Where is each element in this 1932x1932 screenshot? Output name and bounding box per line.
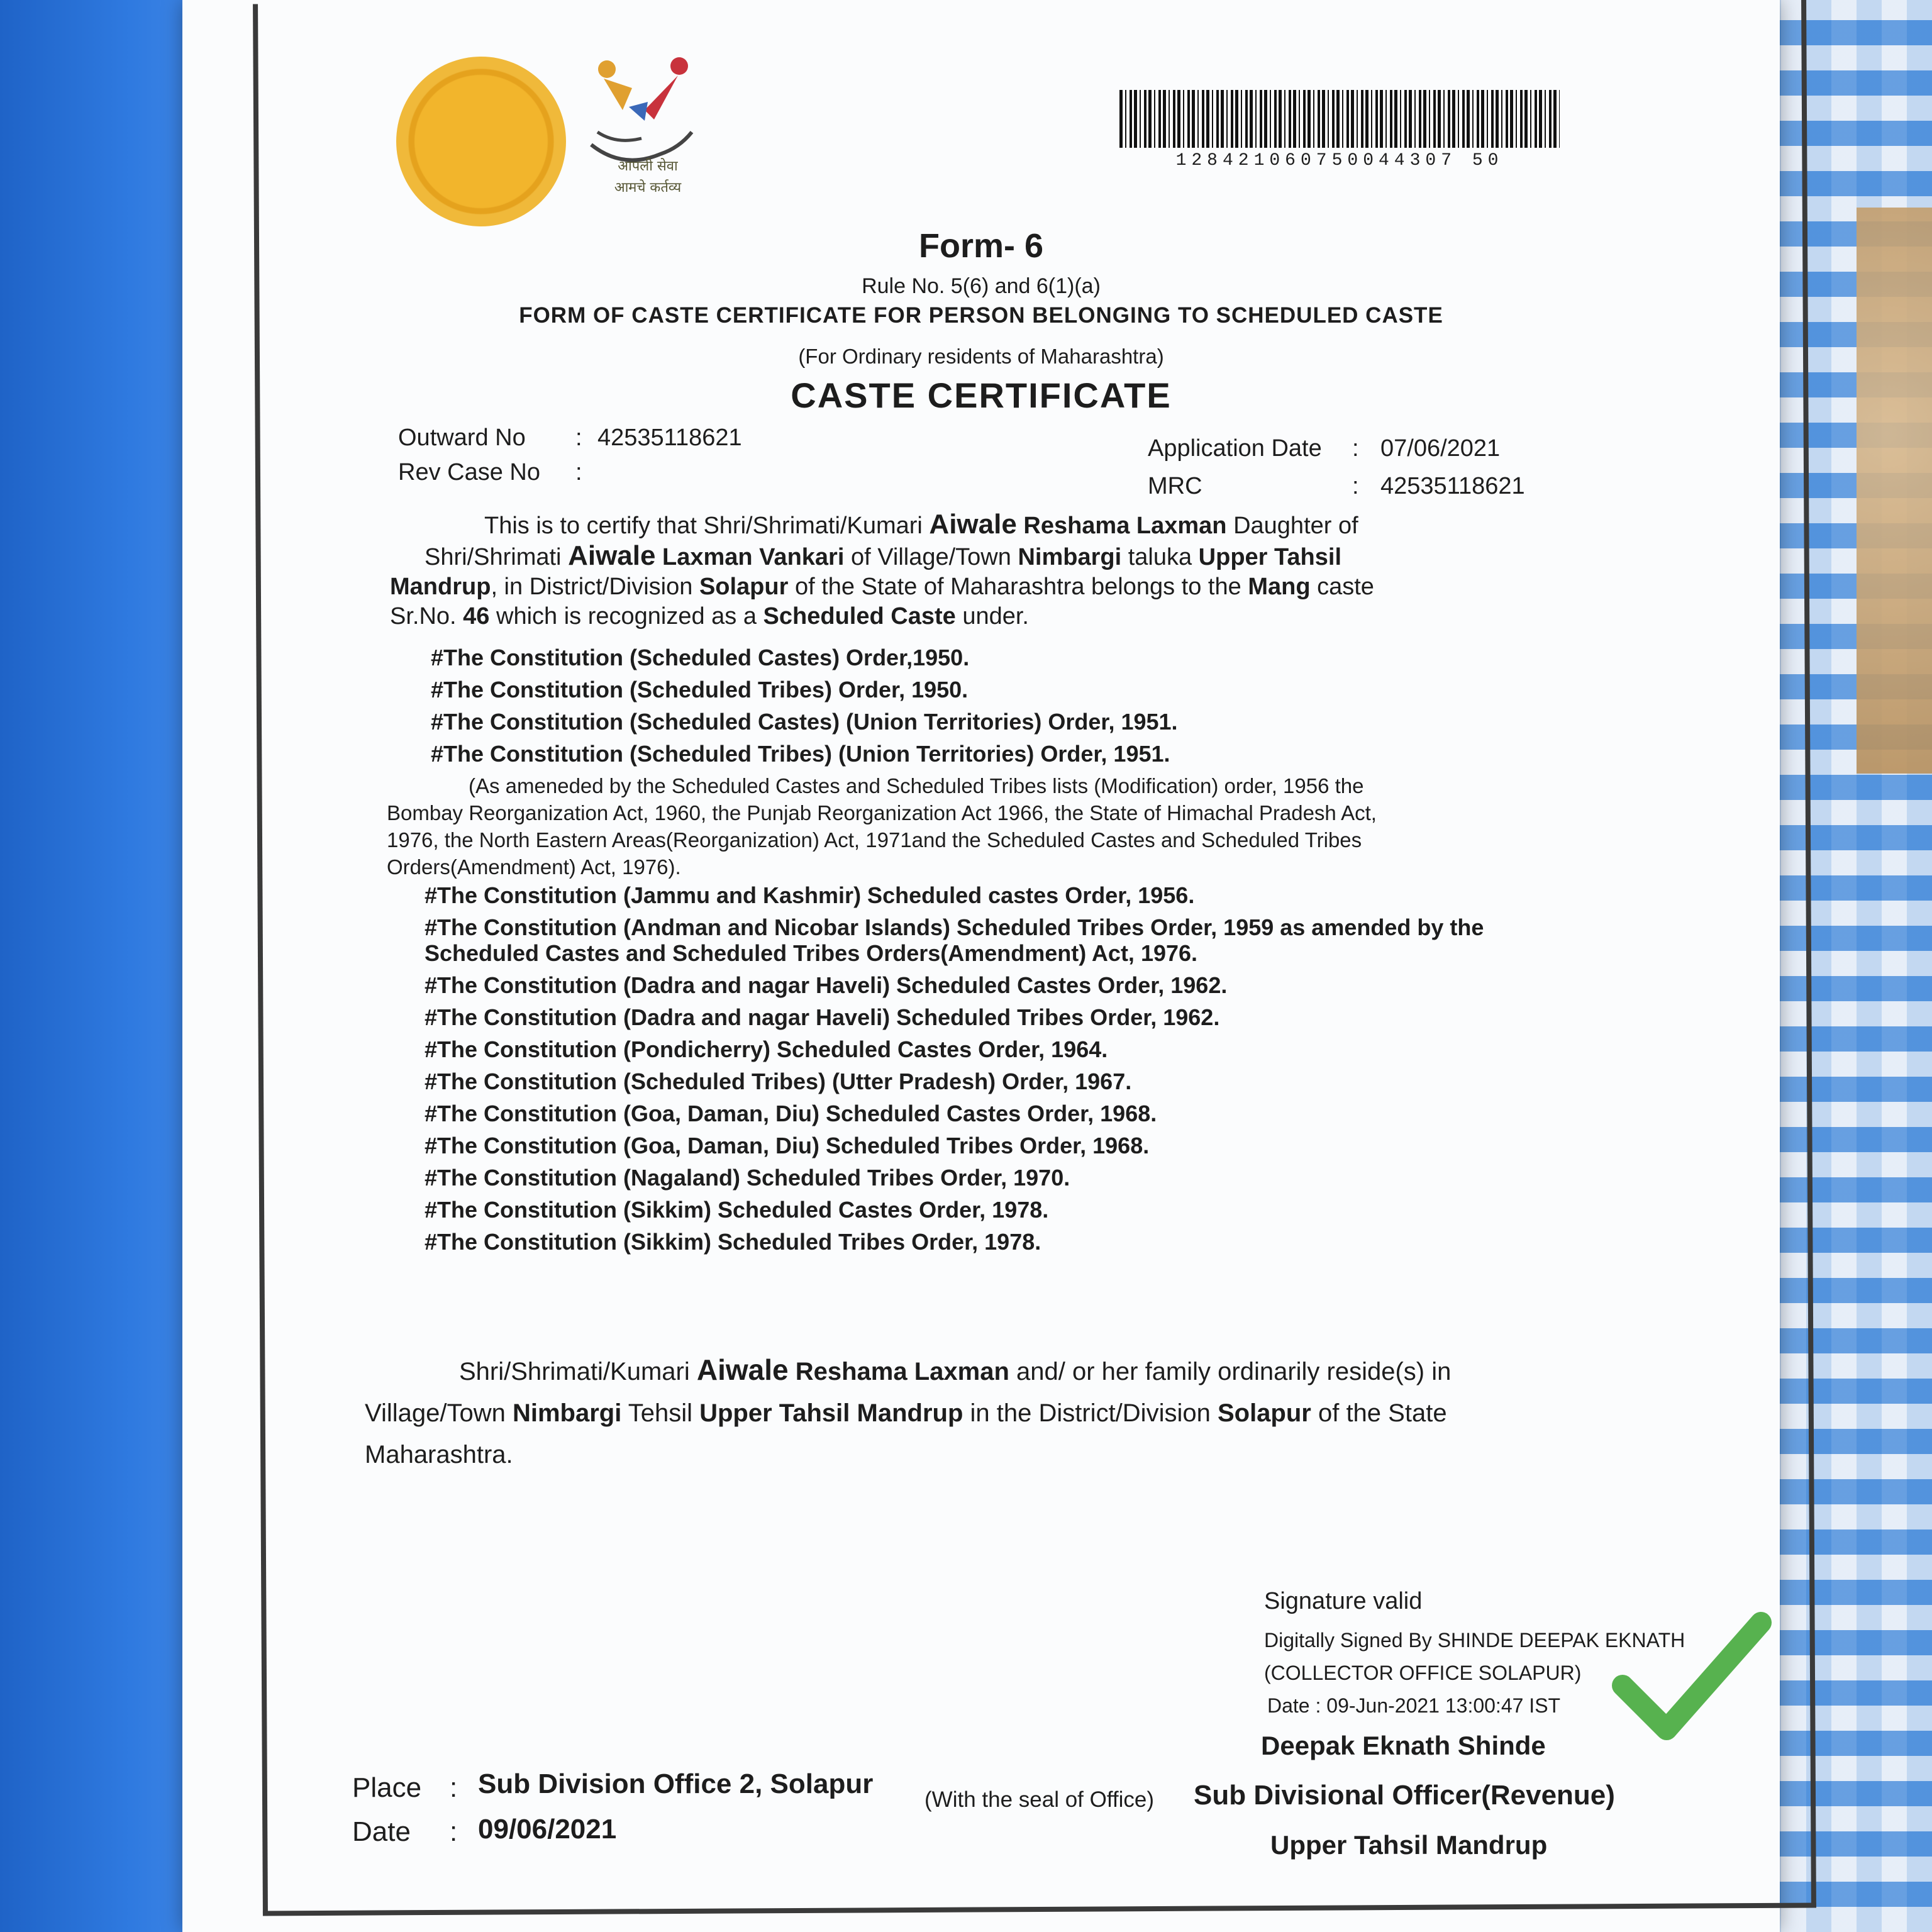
father-name: Laxman Vankari — [662, 544, 845, 570]
constitution-orders-list-a — [431, 641, 1178, 770]
district-name: Solapur — [1217, 1399, 1311, 1427]
order-item: Scheduled Castes and Scheduled Tribes Orders(Amendment) Act, 1976. — [425, 940, 1198, 966]
stone-surface-background — [1857, 208, 1932, 774]
body-text: Sr.No. — [390, 603, 464, 630]
form-subheading: (For Ordinary residents of Maharashtra) — [798, 345, 1164, 368]
outward-label: Outward No — [398, 425, 526, 451]
order-item: #The Constitution (Scheduled Tribes) Order, 1950. — [431, 677, 969, 702]
place-colon: : — [450, 1772, 458, 1803]
body-line-4 — [390, 602, 1748, 631]
amendment-note — [387, 772, 1377, 880]
date-label: Date — [352, 1816, 411, 1847]
amendment-line: 1976, the North Eastern Areas(Reorganization) Act, 1971and the Scheduled Castes and Scheduled Tribes — [387, 828, 1362, 852]
mrc-value: 42535118621 — [1380, 473, 1525, 499]
signature-check-icon — [1610, 1610, 1774, 1748]
applicant-name: Reshama Laxman — [1023, 513, 1227, 539]
certificate-paper — [182, 0, 1780, 1932]
form-number: Form- 6 — [918, 227, 1044, 265]
scheduled-caste-label: Scheduled Caste — [763, 603, 956, 630]
order-item: #The Constitution (Scheduled Castes) (Union Territories) Order, 1951. — [431, 709, 1178, 735]
order-item: #The Constitution (Dadra and nagar Haveli) Scheduled Castes Order, 1962. — [425, 972, 1228, 998]
rule-number: Rule No. 5(6) and 6(1)(a) — [862, 274, 1101, 298]
order-item: #The Constitution (Scheduled Tribes) (Union Territories) Order, 1951. — [431, 741, 1170, 767]
place-value: Sub Division Office 2, Solapur — [478, 1768, 874, 1799]
state-name: Maharashtra. — [365, 1441, 513, 1468]
body-text: caste — [1310, 574, 1374, 600]
body-text: in the District/Division — [963, 1399, 1218, 1427]
taluka-name: Upper Tahsil — [1198, 544, 1342, 570]
order-item: #The Constitution (Andman and Nicobar Islands) Scheduled Tribes Order, 1959 as amended by the — [425, 914, 1484, 940]
district-name: Solapur — [699, 574, 789, 600]
body-text: which is recognized as a — [489, 603, 763, 630]
father-surname: Aiwale — [568, 540, 656, 571]
maharashtra-seal-icon — [396, 57, 566, 226]
order-item: #The Constitution (Nagaland) Scheduled Tribes Order, 1970. — [425, 1165, 1070, 1191]
tehsil-name: Upper Tahsil Mandrup — [699, 1399, 963, 1427]
mrc-colon: : — [1352, 473, 1359, 499]
body-line-2 — [390, 541, 1748, 572]
digital-signer: Digitally Signed By SHINDE DEEPAK EKNATH — [1264, 1629, 1685, 1652]
body-text: Village/Town — [365, 1399, 513, 1427]
amendment-line: Bombay Reorganization Act, 1960, the Punjab Reorganization Act 1966, the State of Himachal Pradesh Act, — [387, 801, 1377, 824]
barcode-number: 128421060750044307 50 — [1175, 151, 1504, 170]
body-text: , in District/Division — [491, 574, 699, 600]
date-value: 09/06/2021 — [478, 1814, 617, 1845]
application-date-label: Application Date — [1148, 435, 1322, 462]
village-name: Nimbargi — [512, 1399, 622, 1427]
application-date-colon: : — [1352, 435, 1359, 462]
body-text: of the State — [1311, 1399, 1447, 1427]
signer-office: (COLLECTOR OFFICE SOLAPUR) — [1264, 1662, 1582, 1684]
body-text: Shri/Shrimati — [425, 544, 569, 570]
order-item: #The Constitution (Sikkim) Scheduled Tribes Order, 1978. — [425, 1229, 1041, 1255]
seal-note: (With the seal of Office) — [924, 1787, 1155, 1812]
body-text: This is to certify that Shri/Shrimati/Kumari — [484, 513, 930, 539]
village-name: Nimbargi — [1018, 544, 1122, 570]
logo-tagline-2: आमचे कर्तव्य — [614, 180, 682, 196]
officer-name: Deepak Eknath Shinde — [1261, 1731, 1546, 1760]
amendment-line: (As ameneded by the Scheduled Castes and Scheduled Tribes lists (Modification) order, 1956 the — [469, 774, 1364, 797]
body-text: and/ or her family ordinarily reside(s) in — [1009, 1358, 1452, 1385]
order-item: #The Constitution (Sikkim) Scheduled Castes Order, 1978. — [425, 1197, 1049, 1223]
date-colon: : — [450, 1816, 458, 1847]
order-item: #The Constitution (Scheduled Castes) Order,1950. — [431, 645, 970, 670]
certificate-title: CASTE CERTIFICATE — [791, 375, 1172, 415]
order-item: #The Constitution (Dadra and nagar Haveli) Scheduled Tribes Order, 1962. — [425, 1004, 1220, 1030]
residence-paragraph — [365, 1349, 1451, 1475]
signature-valid: Signature valid — [1264, 1588, 1423, 1614]
signature-date: Date : 09-Jun-2021 13:00:47 IST — [1267, 1694, 1561, 1717]
outward-value: 42535118621 — [597, 425, 742, 451]
mrc-label: MRC — [1148, 473, 1202, 499]
body-line-3 — [390, 572, 1748, 602]
certificate-content — [182, 0, 1780, 1932]
order-item: #The Constitution (Scheduled Tribes) (Utter Pradesh) Order, 1967. — [425, 1069, 1132, 1094]
place-label: Place — [352, 1772, 422, 1803]
officer-office: Upper Tahsil Mandrup — [1270, 1830, 1548, 1860]
body-line-1 — [390, 509, 1748, 541]
officer-designation: Sub Divisional Officer(Revenue) — [1194, 1780, 1615, 1811]
body-text: Daughter of — [1226, 513, 1358, 539]
body-text: Tehsil — [621, 1399, 700, 1427]
taluka-name-cont: Mandrup — [390, 574, 491, 600]
applicant-surname: Aiwale — [929, 509, 1017, 540]
applicant-surname: Aiwale — [696, 1353, 789, 1386]
amendment-line: Orders(Amendment) Act, 1976). — [387, 855, 681, 879]
applicant-name: Reshama Laxman — [788, 1358, 1009, 1385]
certificate-body — [390, 509, 1748, 631]
serial-number: 46 — [463, 603, 490, 630]
order-item: #The Constitution (Pondicherry) Scheduled Castes Order, 1964. — [425, 1036, 1108, 1062]
logo-tagline-1: आपली सेवा — [618, 158, 678, 174]
form-heading: FORM OF CASTE CERTIFICATE FOR PERSON BELONGING TO SCHEDULED CASTE — [519, 303, 1443, 328]
order-item: #The Constitution (Goa, Daman, Diu) Scheduled Tribes Order, 1968. — [425, 1133, 1150, 1158]
barcode — [1119, 90, 1560, 148]
constitution-orders-list-b — [425, 879, 1484, 1258]
rev-case-label: Rev Case No — [398, 459, 540, 486]
rev-case-colon: : — [575, 459, 582, 486]
body-text: Shri/Shrimati/Kumari — [459, 1358, 697, 1385]
body-text: of the State of Maharashtra belongs to the — [788, 574, 1248, 600]
outward-colon: : — [575, 425, 582, 451]
body-text: of Village/Town — [844, 544, 1018, 570]
body-text: under. — [955, 603, 1029, 630]
caste-name: Mang — [1248, 574, 1311, 600]
body-text: taluka — [1121, 544, 1199, 570]
order-item: #The Constitution (Goa, Daman, Diu) Scheduled Castes Order, 1968. — [425, 1101, 1157, 1126]
order-item: #The Constitution (Jammu and Kashmir) Scheduled castes Order, 1956. — [425, 882, 1195, 908]
application-date-value: 07/06/2021 — [1380, 435, 1501, 462]
